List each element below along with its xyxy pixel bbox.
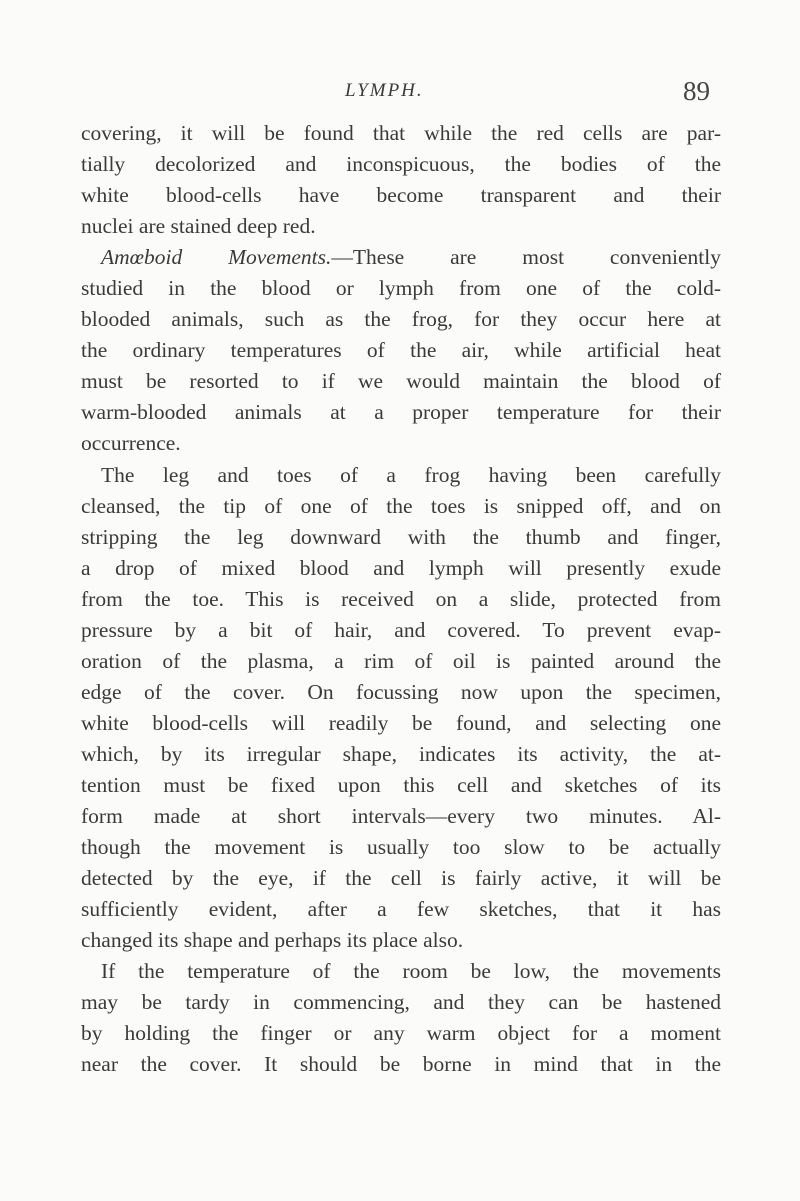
text-line: by holding the finger or any warm object for a moment bbox=[81, 1021, 721, 1046]
text-line: nuclei are stained deep red. bbox=[81, 214, 316, 239]
text-line: stripping the leg downward with the thumb and finger, bbox=[81, 524, 721, 549]
text-line: a drop of mixed blood and lymph will presently exude bbox=[81, 555, 721, 580]
text-line: cleansed, the tip of one of the toes is snipped off, and on bbox=[81, 493, 721, 518]
text-line: may be tardy in commencing, and they can be hastened bbox=[81, 990, 721, 1015]
text-line: blooded animals, such as the frog, for they occur here at bbox=[81, 307, 721, 332]
text-line: detected by the eye, if the cell is fairly active, it will be bbox=[81, 866, 721, 891]
text-line: The leg and toes of a frog having been carefully bbox=[101, 462, 721, 487]
text-line: sufficiently evident, after a few sketches, that it has bbox=[81, 897, 721, 922]
page-number: 89 bbox=[683, 76, 710, 106]
section-heading-text: —These are most conveniently bbox=[331, 245, 721, 270]
text-line: studied in the blood or lymph from one of the cold- bbox=[81, 276, 721, 301]
text-line: which, by its irregular shape, indicates its activity, the at- bbox=[81, 741, 721, 766]
section-heading-line bbox=[81, 242, 721, 273]
running-head bbox=[0, 76, 800, 112]
running-head-title: LYMPH. bbox=[345, 80, 424, 101]
text-line: must be resorted to if we would maintain the blood of bbox=[81, 369, 721, 394]
text-line: white blood-cells have become transparent and their bbox=[81, 183, 721, 208]
text-line: near the cover. It should be borne in mind that in the bbox=[81, 1052, 721, 1077]
text-line: oration of the plasma, a rim of oil is painted around the bbox=[81, 648, 721, 673]
body-text bbox=[81, 118, 721, 1080]
text-line: from the toe. This is received on a slide, protected from bbox=[81, 586, 721, 611]
text-line: pressure by a bit of hair, and covered. To prevent evap- bbox=[81, 617, 721, 642]
text-line: occurrence. bbox=[81, 431, 181, 456]
text-line: though the movement is usually too slow to be actually bbox=[81, 835, 721, 860]
text-line: edge of the cover. On focussing now upon the specimen, bbox=[81, 679, 721, 704]
text-line: the ordinary temperatures of the air, while artificial heat bbox=[81, 338, 721, 363]
text-line: tially decolorized and inconspicuous, the bodies of the bbox=[81, 152, 721, 177]
text-line: tention must be fixed upon this cell and sketches of its bbox=[81, 772, 721, 797]
text-line: If the temperature of the room be low, the movements bbox=[101, 959, 721, 984]
section-heading: Amœboid Movements. bbox=[101, 245, 332, 270]
text-line: warm-blooded animals at a proper temperature for their bbox=[81, 400, 721, 425]
text-line: form made at short intervals—every two minutes. Al- bbox=[81, 804, 721, 829]
text-line: covering, it will be found that while the red cells are par- bbox=[81, 121, 721, 145]
text-line: changed its shape and perhaps its place also. bbox=[81, 928, 464, 953]
text-line: white blood-cells will readily be found, and selecting one bbox=[81, 710, 721, 735]
